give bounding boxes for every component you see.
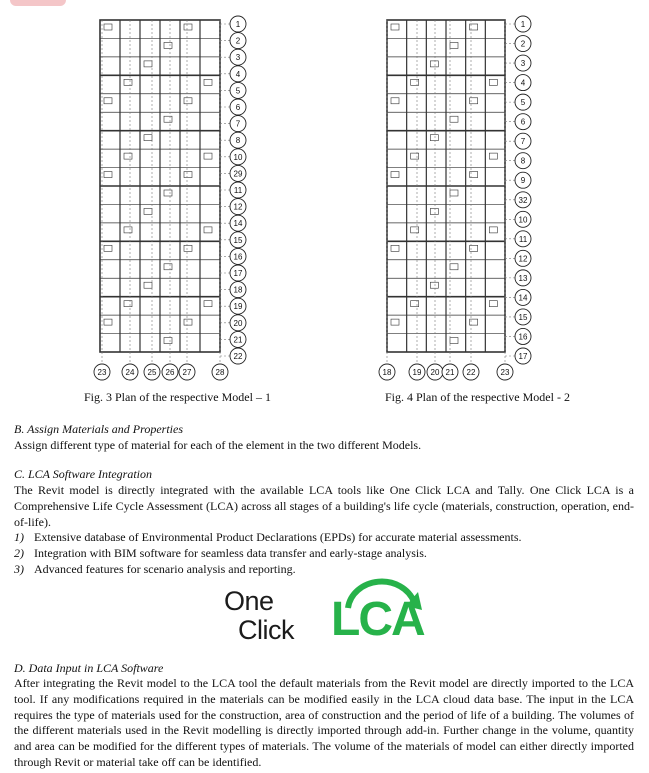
grid-marker xyxy=(230,99,246,115)
svg-text:8: 8 xyxy=(235,136,241,146)
grid-marker xyxy=(515,270,531,286)
svg-text:20: 20 xyxy=(233,318,243,328)
svg-text:4: 4 xyxy=(235,69,241,79)
svg-text:14: 14 xyxy=(233,219,243,229)
svg-text:22: 22 xyxy=(466,368,476,377)
svg-text:21: 21 xyxy=(445,368,455,377)
grid-marker xyxy=(515,348,531,364)
svg-text:23: 23 xyxy=(500,368,510,377)
svg-text:19: 19 xyxy=(412,368,422,377)
grid-marker xyxy=(515,133,531,149)
list-item: 3) Advanced features for scenario analysis and reporting. xyxy=(14,561,296,576)
svg-text:26: 26 xyxy=(165,368,175,377)
grid-marker xyxy=(230,149,246,165)
svg-text:18: 18 xyxy=(382,368,392,377)
svg-text:6: 6 xyxy=(235,103,241,112)
svg-text:18: 18 xyxy=(233,285,243,295)
svg-text:16: 16 xyxy=(233,252,243,262)
svg-text:2: 2 xyxy=(235,36,241,46)
section-d-heading: D. Data Input in LCA Software xyxy=(14,661,164,675)
grid-marker xyxy=(497,364,513,380)
grid-marker xyxy=(230,298,246,314)
grid-marker xyxy=(179,364,195,380)
grid-marker xyxy=(463,364,479,380)
grid-marker xyxy=(230,232,246,248)
svg-text:12: 12 xyxy=(233,202,243,212)
svg-text:29: 29 xyxy=(233,169,243,179)
grid-marker xyxy=(230,215,246,231)
svg-text:19: 19 xyxy=(233,302,243,312)
grid-marker xyxy=(515,231,531,247)
svg-text:14: 14 xyxy=(518,293,528,303)
svg-text:15: 15 xyxy=(518,312,528,322)
svg-text:4: 4 xyxy=(520,78,526,88)
figure-4-caption: Fig. 4 Plan of the respective Model - 2 xyxy=(385,390,570,404)
svg-text:24: 24 xyxy=(125,368,135,377)
grid-marker xyxy=(427,364,443,380)
svg-text:1: 1 xyxy=(235,20,241,29)
grid-marker xyxy=(515,250,531,266)
grid-marker xyxy=(515,309,531,325)
grid-marker xyxy=(515,211,531,227)
grid-marker xyxy=(442,364,458,380)
grid-marker xyxy=(230,116,246,132)
grid-marker xyxy=(230,199,246,215)
svg-text:7: 7 xyxy=(520,137,526,147)
grid-marker xyxy=(379,364,395,380)
grid-marker xyxy=(230,265,246,281)
svg-text:10: 10 xyxy=(233,152,243,162)
feature-list xyxy=(14,530,522,577)
section-d-body: After integrating the Revit model to the LCA tool the default materials from the Revit model are directly imported to the LCA tool. If any modifications required in the materials can be modified easily in the LCA cloud data base. The input in the LCA requires the type of materials used for the construction, area of construction and the period of life of a building. The volumes of the different materials used in the Revit modelling is directly imported through add-in. Further change in the volume, quantity and area can be modified for the different types of materials. The volume of the materials of model can either directly imported through Revit or material take off can be identified. xyxy=(14,676,634,769)
svg-text:28: 28 xyxy=(215,368,225,377)
svg-text:13: 13 xyxy=(518,273,528,283)
grid-marker xyxy=(515,36,531,52)
figure-3-caption: Fig. 3 Plan of the respective Model – 1 xyxy=(84,390,271,404)
grid-marker xyxy=(515,289,531,305)
grid-marker xyxy=(230,165,246,181)
grid-marker xyxy=(230,315,246,331)
grid-marker xyxy=(230,49,246,65)
grid-marker xyxy=(144,364,160,380)
grid-marker xyxy=(212,364,228,380)
grid-marker xyxy=(515,16,531,32)
grid-marker xyxy=(230,16,246,32)
grid-marker xyxy=(230,182,246,198)
grid-marker xyxy=(515,55,531,71)
svg-text:9: 9 xyxy=(520,176,526,186)
section-c-heading: C. LCA Software Integration xyxy=(14,467,153,481)
grid-marker xyxy=(515,94,531,110)
svg-text:1: 1 xyxy=(520,20,526,29)
grid-marker xyxy=(409,364,425,380)
svg-text:8: 8 xyxy=(520,156,526,166)
floor-plan-model-1 xyxy=(90,12,270,382)
list-item: 1) Extensive database of Environmental Product Declarations (EPDs) for accurate material assessments. xyxy=(14,530,522,544)
svg-text:21: 21 xyxy=(233,335,243,345)
svg-text:3: 3 xyxy=(520,59,526,69)
floor-plan-model-2 xyxy=(375,12,555,382)
svg-text:7: 7 xyxy=(235,119,241,129)
grid-marker xyxy=(230,282,246,298)
svg-text:32: 32 xyxy=(518,195,528,205)
svg-text:5: 5 xyxy=(520,98,526,108)
svg-text:17: 17 xyxy=(518,352,528,361)
svg-text:11: 11 xyxy=(518,234,528,244)
grid-marker xyxy=(515,75,531,91)
section-b-body: Assign different type of material for each of the element in the two different Models. xyxy=(14,438,422,452)
svg-text:27: 27 xyxy=(182,368,192,377)
svg-text:10: 10 xyxy=(518,215,528,225)
grid-marker xyxy=(230,82,246,98)
grid-marker xyxy=(162,364,178,380)
grid-marker xyxy=(230,248,246,264)
one-click-lca-logo: One Click LCA xyxy=(218,578,428,650)
svg-text:6: 6 xyxy=(520,117,526,127)
top-decoration xyxy=(10,0,66,6)
grid-marker xyxy=(515,114,531,130)
grid-marker xyxy=(515,172,531,188)
svg-text:5: 5 xyxy=(235,86,241,96)
svg-text:23: 23 xyxy=(97,368,107,377)
grid-marker xyxy=(230,331,246,347)
svg-text:11: 11 xyxy=(233,186,243,195)
svg-text:3: 3 xyxy=(235,53,241,63)
section-b-heading: B. Assign Materials and Properties xyxy=(14,422,183,436)
svg-text:12: 12 xyxy=(518,254,528,264)
svg-text:25: 25 xyxy=(147,368,157,377)
grid-marker xyxy=(122,364,138,380)
grid-marker xyxy=(515,328,531,344)
section-c-body: The Revit model is directly integrated with the available LCA tools like One Click LCA and Tally. One Click LCA is a Comprehensive Life Cycle Assessment (LCA) across all stages of a building's life cycle (materials, construction, operation, end-of-life). xyxy=(14,483,634,529)
grid-marker xyxy=(230,348,246,364)
grid-marker xyxy=(94,364,110,380)
svg-text:17: 17 xyxy=(233,269,243,278)
svg-text:16: 16 xyxy=(518,332,528,342)
grid-marker xyxy=(230,33,246,49)
grid-marker xyxy=(230,132,246,148)
svg-text:15: 15 xyxy=(233,235,243,245)
list-item: 2) Integration with BIM software for seamless data transfer and early-stage analysis. xyxy=(14,545,427,560)
grid-marker xyxy=(515,192,531,208)
svg-text:2: 2 xyxy=(520,39,526,49)
grid-marker xyxy=(230,66,246,82)
svg-text:20: 20 xyxy=(430,368,440,377)
grid-marker xyxy=(515,153,531,169)
svg-text:22: 22 xyxy=(233,352,243,361)
